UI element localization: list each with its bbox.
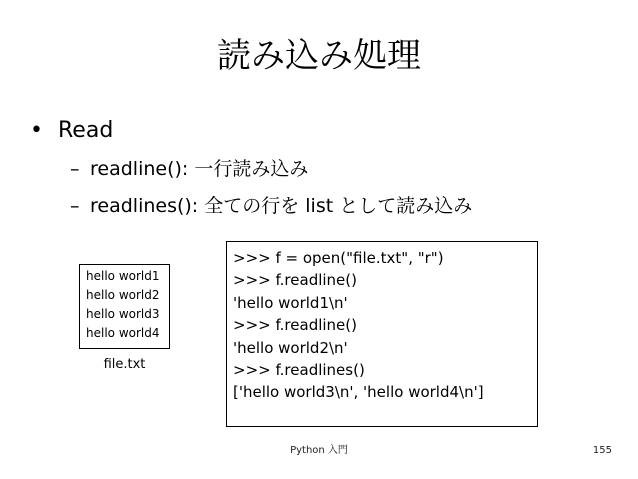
code-line: 'hello world2\n' (233, 338, 348, 357)
file-line: hello world4 (86, 326, 160, 340)
code-example-box (226, 241, 538, 427)
bullet-marker: • (30, 118, 43, 143)
footer-text: Python 入門 (290, 445, 348, 456)
code-line: >>> f.readlines() (233, 361, 365, 380)
file-line: hello world1 (86, 269, 160, 283)
file-caption: file.txt (103, 357, 146, 372)
subbullet-readline (70, 155, 308, 183)
page-number: 155 (592, 445, 612, 456)
code-line: >>> f.readline() (233, 316, 357, 335)
file-content-box (79, 264, 170, 349)
subbullet-text: readlines(): 全ての行を list として読み込み (90, 195, 473, 217)
subbullet-readlines (70, 192, 472, 220)
code-line: 'hello world1\n' (233, 293, 348, 312)
slide-title: 読み込み処理 (217, 36, 421, 76)
subbullet-marker: – (70, 158, 80, 180)
file-line: hello world2 (86, 288, 160, 302)
bullet-text: Read (58, 118, 114, 143)
subbullet-text: readline(): 一行読み込み (90, 158, 309, 180)
code-line: ['hello world3\n', 'hello world4\n'] (233, 383, 484, 402)
bullet-read (30, 116, 113, 146)
code-line: >>> f.readline() (233, 271, 357, 290)
subbullet-marker: – (70, 195, 80, 217)
file-line: hello world3 (86, 307, 160, 321)
code-line: >>> f = open("file.txt", "r") (233, 249, 444, 267)
